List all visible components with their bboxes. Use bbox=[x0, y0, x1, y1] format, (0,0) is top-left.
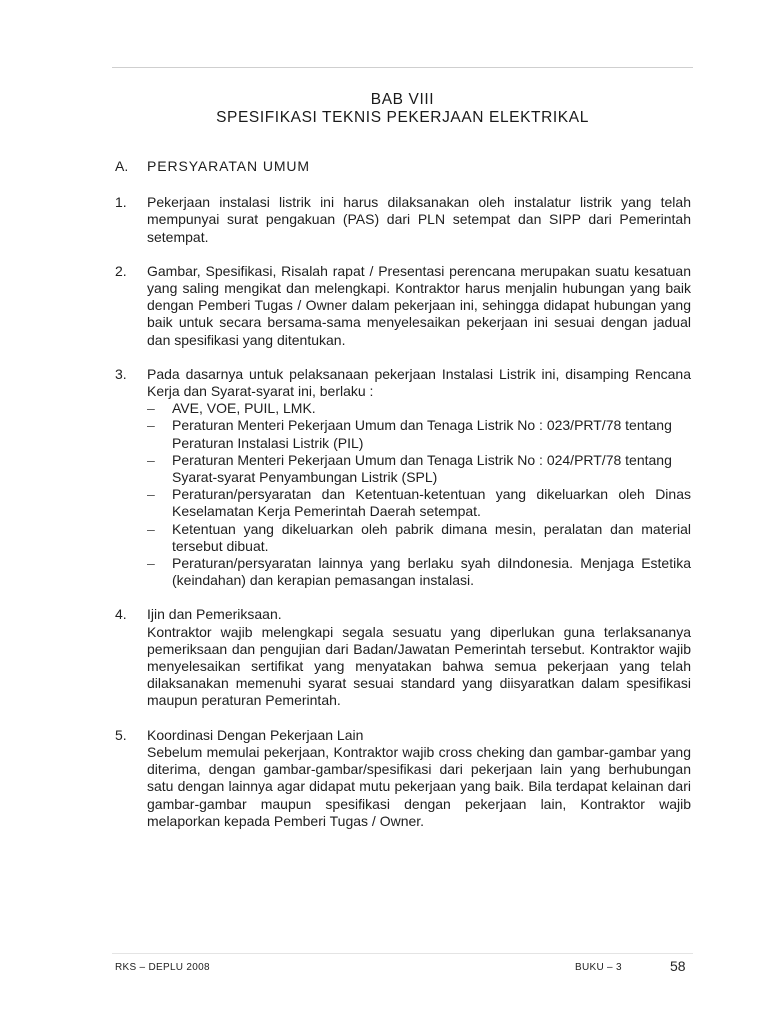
item-content bbox=[147, 366, 691, 590]
item-text: Pekerjaan instalasi listrik ini harus dilaksanakan oleh instalatur listrik yang telah mempunyai surat pengakuan (PAS) dari PLN setempat dan SIPP dari Pemerintah setempat. bbox=[147, 194, 691, 245]
dash-bullet: – bbox=[147, 451, 155, 468]
section-heading bbox=[115, 158, 691, 175]
footer-divider bbox=[112, 953, 693, 954]
item-label: Ijin dan Pemeriksaan. bbox=[147, 606, 282, 623]
chapter-heading: BAB VIII bbox=[370, 91, 435, 108]
dash-bullet: – bbox=[147, 555, 155, 572]
dash-bullet: – bbox=[147, 400, 155, 417]
regulation-item: – Peraturan Menteri Pekerjaan Umum dan Tenaga Listrik No : 023/PRT/78 tentang Peraturan Instalasi Listrik (PIL) bbox=[147, 417, 672, 451]
footer-book-label: BUKU – 3 bbox=[575, 962, 622, 973]
item-text: Kontraktor wajib melengkapi segala sesuatu yang diperlukan guna terlaksananya pemeriksaan dan pengujian dari Badan/Jawatan Pemerintah tersebut. Kontraktor wajib menyelesaikan sertifikat yang menyatakan bahwa semua pekerjaan yang telah dilaksanakan memenuhi syarat sesuai standard yang diisyaratkan dalam spesifikasi maupun peraturan Pemerintah. bbox=[147, 623, 691, 709]
footer-document-ref: RKS – DEPLU 2008 bbox=[115, 962, 210, 973]
list-item-2 bbox=[115, 263, 691, 349]
chapter-title: SPESIFIKASI TEKNIS PEKERJAAN ELEKTRIKAL bbox=[216, 109, 589, 126]
section-title: PERSYARATAN UMUM bbox=[147, 158, 310, 174]
regulation-item: – AVE, VOE, PUIL, LMK. bbox=[147, 400, 316, 417]
item-content bbox=[147, 606, 691, 709]
list-item-1 bbox=[115, 194, 691, 246]
regulation-list bbox=[147, 400, 691, 589]
item-label: Koordinasi Dengan Pekerjaan Lain bbox=[147, 726, 364, 743]
dash-bullet: – bbox=[147, 417, 155, 434]
item-number: 1. bbox=[115, 194, 127, 211]
regulation-item: – Peraturan/persyaratan lainnya yang berlaku syah diIndonesia. Menjaga Estetika (keindahan) dan kerapian pemasangan instalasi. bbox=[147, 555, 691, 589]
regulation-item: – Ketentuan yang dikeluarkan oleh pabrik dimana mesin, peralatan dan material tersebut dibuat. bbox=[147, 520, 691, 554]
dash-bullet: – bbox=[147, 486, 155, 503]
item-text: Gambar, Spesifikasi, Risalah rapat / Presentasi perencana merupakan suatu kesatuan yang saling mengikat dan melengkapi. Kontraktor harus menjalin hubungan yang baik dengan Pemberi Tugas / Owner dalam pekerjaan ini, sehingga didapat hubungan yang baik untuk secara bersama-sama menyelesaikan pekerjaan ini sesuai dengan jadual dan spesifikasi yang ditentukan. bbox=[147, 262, 691, 348]
item-intro: Pada dasarnya untuk pelaksanaan pekerjaan Instalasi Listrik ini, disamping Rencana Kerja dan Syarat-syarat ini, berlaku : bbox=[147, 365, 691, 400]
list-item-5 bbox=[115, 727, 691, 830]
item-number: 5. bbox=[115, 726, 127, 743]
section-marker: A. bbox=[115, 158, 129, 174]
document-body bbox=[115, 158, 691, 847]
dash-bullet: – bbox=[147, 520, 155, 537]
regulation-item: – Peraturan/persyaratan dan Ketentuan-ketentuan yang dikeluarkan oleh Dinas Keselamatan Kerja Pemerintah Daerah setempat. bbox=[147, 486, 691, 520]
top-divider bbox=[112, 67, 693, 68]
list-item-3 bbox=[115, 366, 691, 590]
list-item-4 bbox=[115, 606, 691, 709]
item-number: 3. bbox=[115, 365, 127, 382]
page-number: 58 bbox=[670, 958, 686, 974]
item-text: Sebelum memulai pekerjaan, Kontraktor wajib cross cheking dan gambar-gambar yang diterima, dengan gambar-gambar/spesifikasi dari pekerjaan lain yang berhubungan satu dengan lainnya agar didapat mutu pekerjaan yang baik. Bila terdapat kelainan dari gambar-gambar maupun spesifikasi dengan pekerjaan lain, Kontraktor wajib melaporkan kepada Pemberi Tugas / Owner. bbox=[147, 743, 691, 829]
item-number: 2. bbox=[115, 262, 127, 279]
item-number: 4. bbox=[115, 606, 127, 623]
item-content bbox=[147, 727, 691, 830]
regulation-item: – Peraturan Menteri Pekerjaan Umum dan Tenaga Listrik No : 024/PRT/78 tentang Syarat-syarat Penyambungan Listrik (SPL) bbox=[147, 451, 672, 486]
